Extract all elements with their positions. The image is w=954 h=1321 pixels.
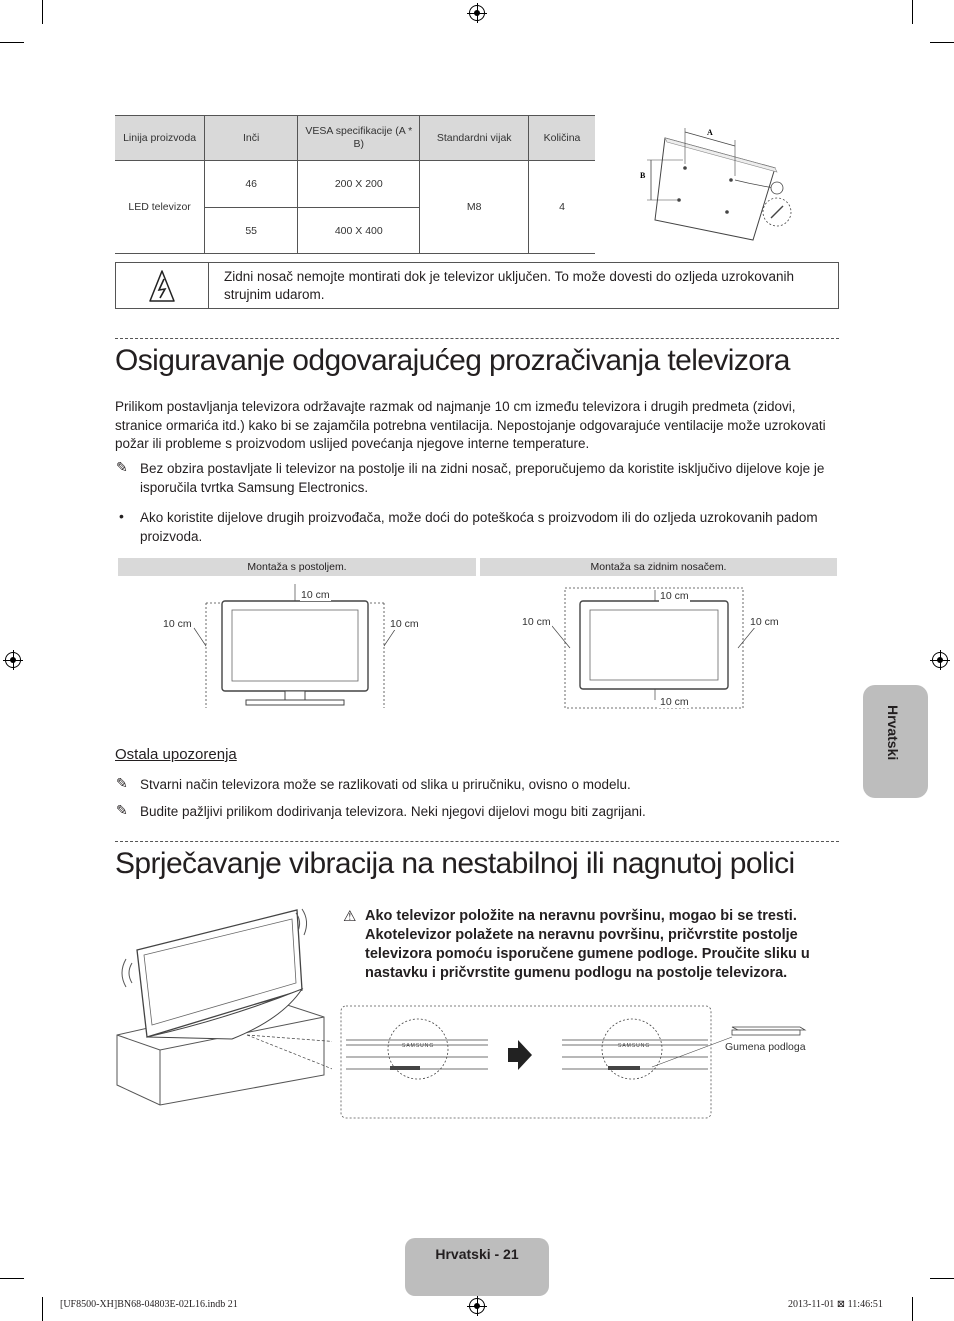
section-title-ventilation: Osiguravanje odgovarajućeg prozračivanja televizora (115, 344, 790, 377)
crop-mark (0, 1278, 24, 1279)
caption-stand: Montaža s postoljem. (118, 558, 476, 576)
cell-screw: M8 (420, 161, 529, 254)
brand-logo: SAMSUNG (402, 1043, 435, 1049)
gap-label-bottom: 10 cm (660, 696, 689, 708)
header-vesa: VESA specifikacije (A * B) (298, 116, 420, 161)
crop-mark (0, 42, 24, 43)
section-title-vibration: Sprječavanje vibracija na nestabilnoj ili nagnutoj polici (115, 847, 795, 880)
registration-mark (469, 1298, 485, 1314)
bullet-other-parts: Ako koristite dijelove drugih proizvođača, može doći do poteškoća s proizvodom ili do ozljeda uzrokovanih padom proizvoda. (140, 510, 818, 544)
crop-mark (42, 0, 43, 24)
note-samsung-parts: Bez obzira postavljate li televizor na postolje ili na zidni nosač, preporučujemo da koristite isključivo dijelove koje je isporučila tvrtka Samsung Electronics. (140, 461, 825, 495)
subsection-title-other-warnings: Ostala upozorenja (115, 746, 237, 763)
registration-mark (5, 652, 21, 668)
header-product-line: Linija proizvoda (115, 116, 205, 161)
header-quantity: Količina (529, 116, 595, 161)
cell-inches: 46 (205, 161, 298, 208)
gap-label-right: 10 cm (750, 616, 779, 628)
page-number: Hrvatski - 21 (435, 1246, 519, 1262)
crop-mark (912, 1297, 913, 1321)
section-divider (115, 338, 839, 339)
header-screw: Standardni vijak (420, 116, 529, 161)
registration-mark (469, 5, 485, 21)
page-number-tab (405, 1238, 549, 1296)
note-model-difference: Stvarni način televizora može se razlikovati od slika u priručniku, ovisno o modelu. (140, 777, 631, 792)
note-pencil-icon: ✎ (116, 802, 128, 818)
tv-on-shelf-illustration (112, 905, 332, 1115)
vesa-spec-table (115, 115, 595, 254)
gap-label-left: 10 cm (163, 618, 192, 630)
cell-vesa: 400 X 400 (298, 208, 420, 254)
table-header-row (115, 116, 595, 161)
cell-vesa: 200 X 200 (298, 161, 420, 208)
bullet-dot: • (119, 508, 124, 524)
gap-label-top: 10 cm (660, 590, 689, 602)
note-hot-parts: Budite pažljivi prilikom dodirivanja televizora. Neki njegovi dijelovi mogu biti zagrijani. (140, 804, 646, 819)
dimension-b-label: B (640, 171, 646, 180)
header-inches: Inči (205, 116, 298, 161)
section-divider (115, 841, 839, 842)
registration-mark (932, 652, 948, 668)
gap-label-top: 10 cm (301, 589, 330, 601)
cell-inches: 55 (205, 208, 298, 254)
vibration-warning-text: Ako televizor položite na neravnu površinu, mogao bi se tresti. Akotelevizor polažete na neravnu površinu, pričvrstite postolje televizora pomoću isporučene gumene podloge. Proučite sliku u nastavku i pričvrstite gumenu podlogu na postolje televizora. (365, 908, 810, 981)
note-pencil-icon: ✎ (116, 459, 128, 475)
stand-mount-diagram (118, 578, 478, 713)
warning-text: Zidni nosač nemojte montirati dok je televizor uključen. To može dovesti do ozljeda uzrokovanih strujnim udarom. (224, 269, 795, 302)
crop-mark (912, 0, 913, 24)
note-pencil-icon: ✎ (116, 775, 128, 791)
crop-mark (930, 42, 954, 43)
gap-label-right: 10 cm (390, 618, 419, 630)
dimension-a-label: A (707, 128, 713, 137)
cell-product-line: LED televizor (115, 161, 205, 254)
crop-mark (930, 1278, 954, 1279)
side-tab-label: Hrvatski (885, 705, 901, 761)
warning-box (115, 262, 839, 309)
gap-label-left: 10 cm (522, 616, 551, 628)
rubber-pad-label: Gumena podloga (725, 1041, 806, 1053)
caution-triangle-icon: ⚠ (343, 908, 357, 925)
cell-quantity: 4 (529, 161, 595, 254)
table-row (115, 161, 595, 208)
electric-shock-warning-icon (116, 263, 209, 308)
language-side-tab (863, 685, 928, 798)
wall-mount-diagram (635, 120, 805, 245)
footer-timestamp: 2013-11-01 ⊠ 11:46:51 (788, 1299, 883, 1310)
crop-mark (42, 1297, 43, 1321)
caption-wall: Montaža sa zidnim nosačem. (480, 558, 837, 576)
rubber-pad-detail (340, 1005, 815, 1120)
ventilation-intro: Prilikom postavljanja televizora održavajte razmak od najmanje 10 cm između televizora i drugih predmeta (zidovi, stranice ormarića itd.) kako bi se zajamčila potrebna ventilacija. Nepostojanje odgovarajuće ventilacije može uzrokovati požar ili probleme s proizvodom uslijed povećanja njegove interne temperature. (115, 399, 826, 451)
footer-filename: [UF8500-XH]BN68-04803E-02L16.indb 21 (60, 1299, 238, 1310)
brand-logo: SAMSUNG (618, 1043, 651, 1049)
